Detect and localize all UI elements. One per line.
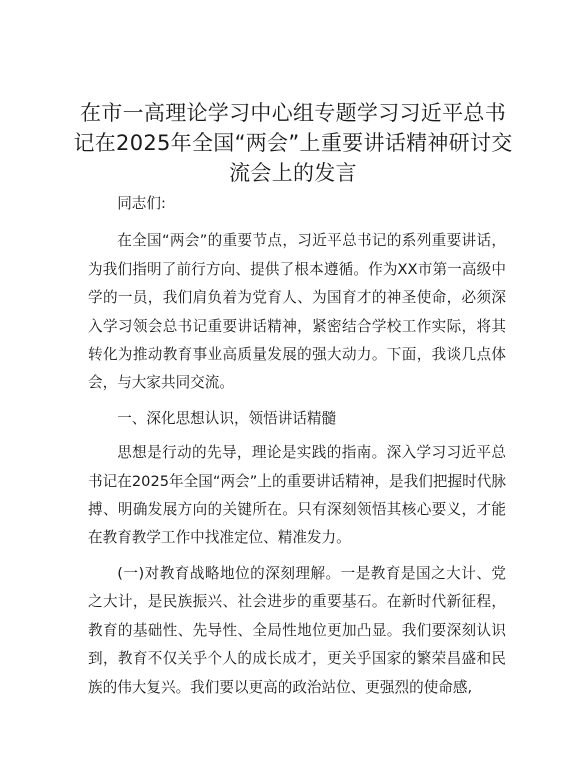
section-heading-1: 一、深化思想认识，领悟讲话精髓 <box>117 409 337 427</box>
paragraph-section-1: 思想是行动的先导，理论是实践的指南。深入学习习近平总书记在2025年全国“两会”上的重要讲话精神，是我们把握时代脉搏、明确发展方向的关键所在。只有深刻领悟其核心要义，才能在教育教学工作中找准定位、精准发力。 <box>88 444 506 547</box>
document-title: 在市一高理论学习中心组专题学习习近平总书记在2025年全国“两会”上重要讲话精神研讨交流会上的发言 <box>73 101 513 185</box>
paragraph-intro: 在全国“两会”的重要节点，习近平总书记的系列重要讲话，为我们指明了前行方向、提供了根本遵循。作为XX市第一高级中学的一员，我们肩负着为党育人、为国育才的神圣使命，必须深入学习领会总书记重要讲话精神，紧密结合学校工作实际，将其转化为推动教育事业高质量发展的强大动力。下面，我谈几点体会，与大家共同交流。 <box>88 232 506 392</box>
paragraph-subsection-1: (一)对教育战略地位的深刻理解。一是教育是国之大计、党之大计，是民族振兴、社会进步的重要基石。在新时代新征程，教育的基础性、先导性、全局性地位更加凸显。我们要深刻认识到，教育不仅关乎个人的成长成才，更关乎国家的繁荣昌盛和民族的伟大复兴。我们要以更高的政治站位、更强烈的使命感, <box>88 564 506 696</box>
document-body <box>88 190 506 702</box>
salutation: 同志们: <box>117 195 166 212</box>
